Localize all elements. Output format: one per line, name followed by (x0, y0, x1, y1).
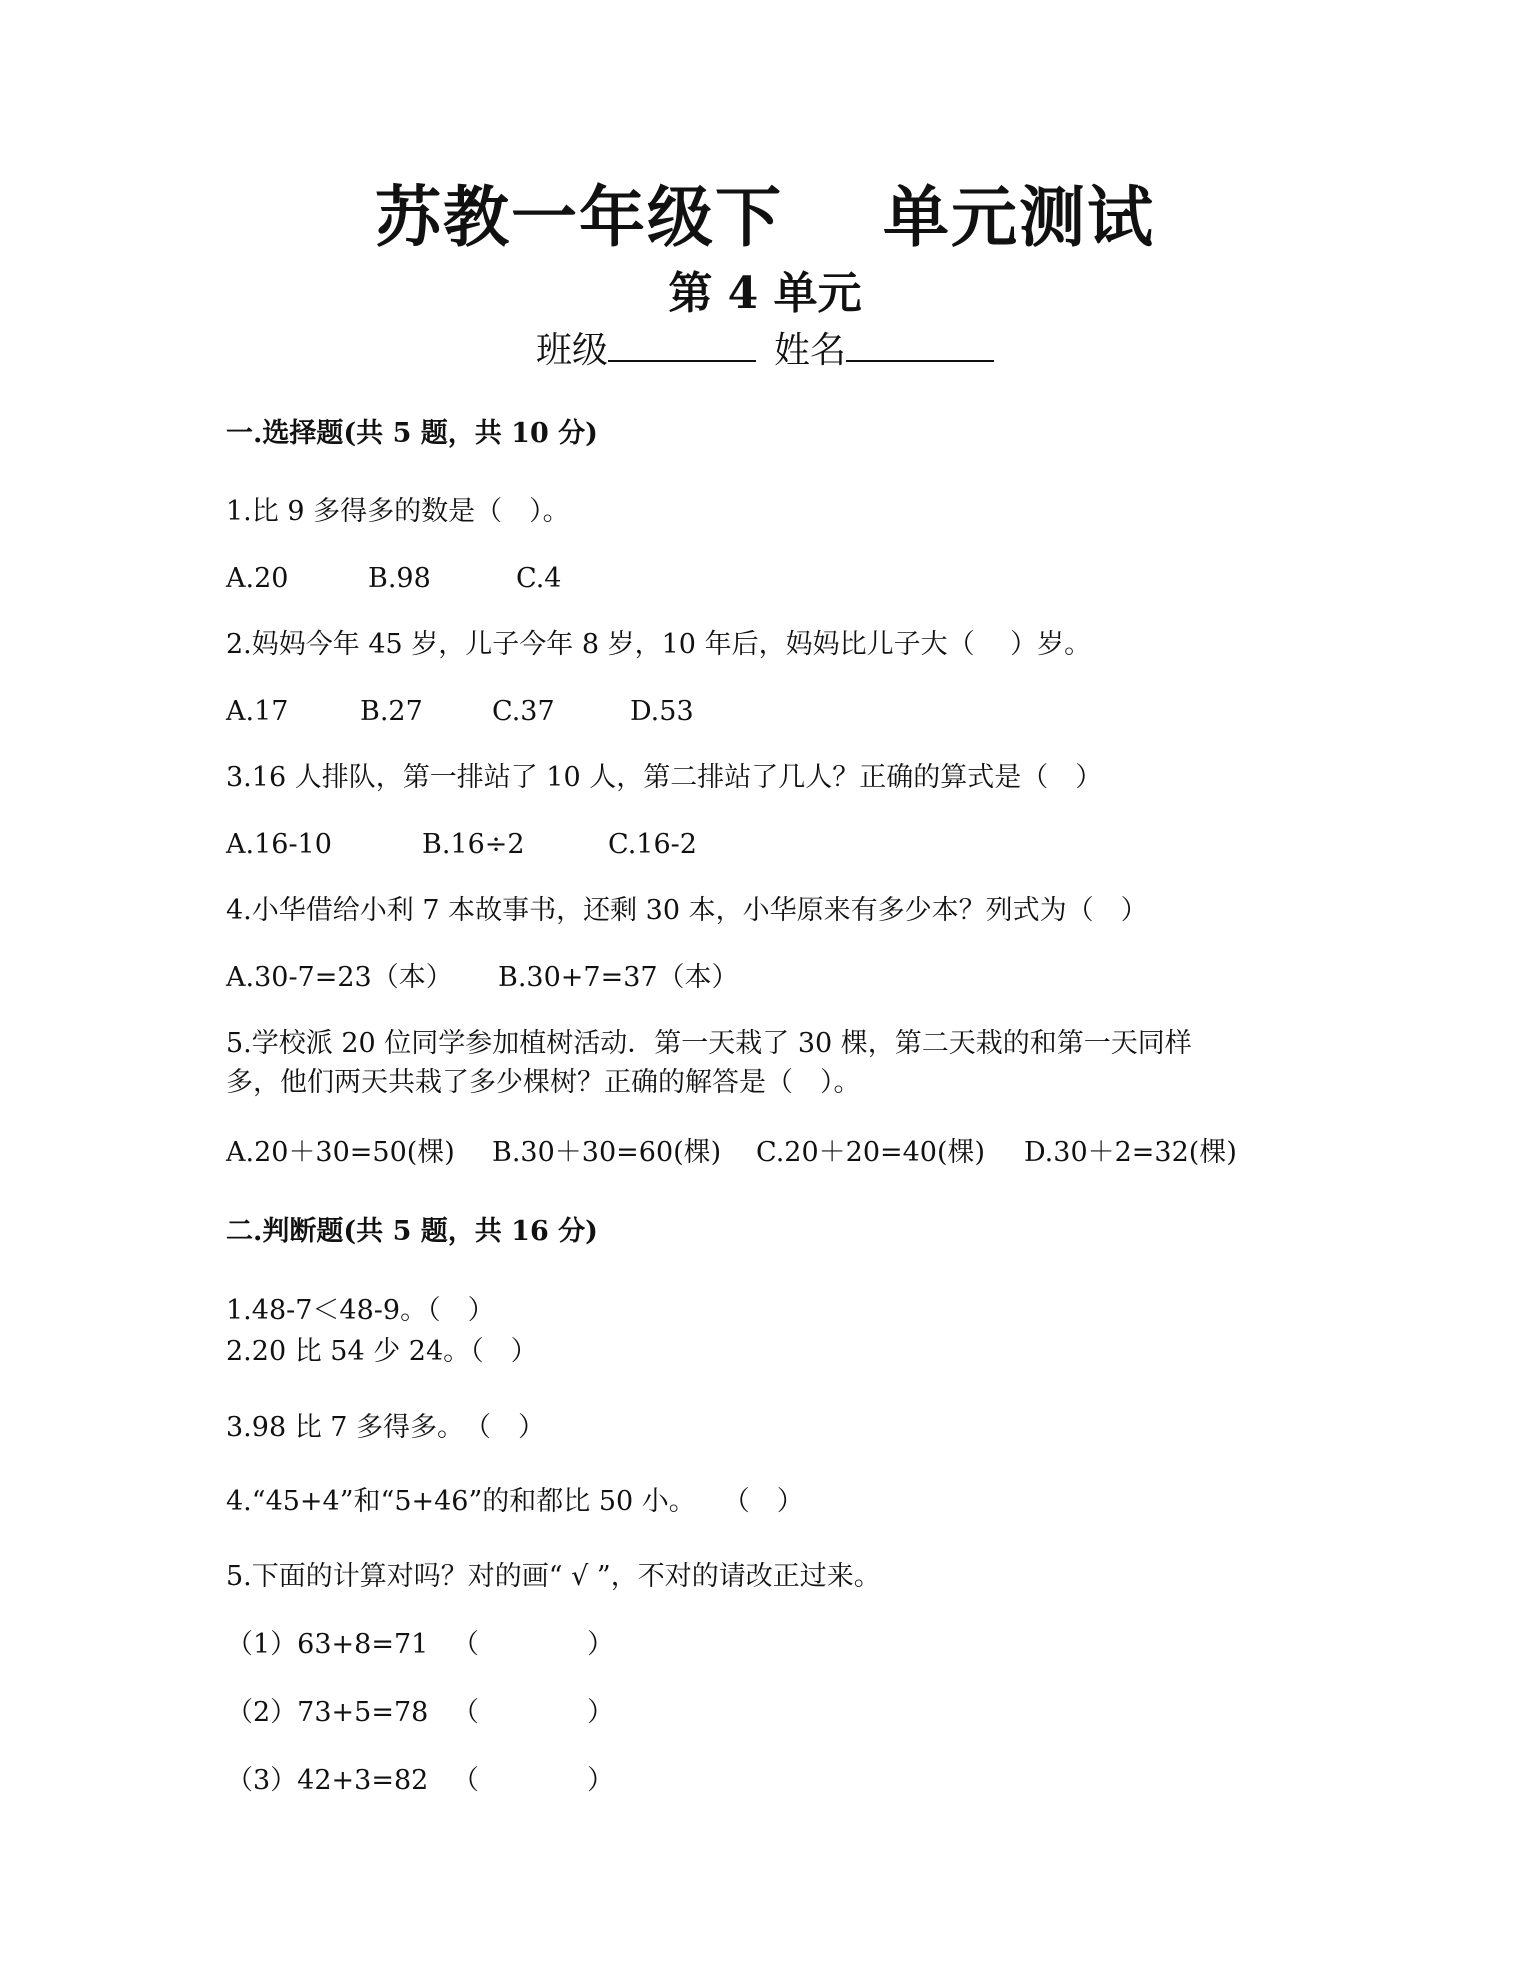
choice-q3-text: 3.16 人排队，第一排站了 10 人，第二排站了几人？正确的算式是（ ） (226, 762, 1103, 793)
judge-item-3-answer[interactable]: （ ） (452, 1765, 614, 1796)
judge-q4: 4.“45+4”和“5+46”的和都比 50 小。 （ ） (226, 1486, 804, 1517)
judge-item-2-label: （2）73+5=78 (226, 1697, 429, 1728)
name-label: 姓名 (774, 330, 847, 371)
judge-item-3 (226, 1762, 614, 1800)
class-name-line (0, 324, 1530, 375)
choice-q2-option-a[interactable]: A.17 (226, 696, 289, 727)
judge-item-1-answer[interactable]: （ ） (452, 1629, 614, 1660)
judge-item-1 (226, 1626, 614, 1664)
choice-q5-text-line1: 5.学校派 20 位同学参加植树活动．第一天栽了 30 棵，第二天栽的和第一天同样 (226, 1028, 1192, 1059)
choice-q2-option-b[interactable]: B.27 (360, 696, 423, 727)
choice-q1-text: 1.比 9 多得多的数是（ ）。 (226, 496, 570, 527)
choice-q5-text-line2: 多，他们两天共栽了多少棵树？正确的解答是（ ）。 (226, 1067, 861, 1098)
choice-q5-option-b[interactable]: B.30＋30=60(棵) (492, 1137, 722, 1168)
class-blank[interactable] (608, 324, 756, 362)
choice-q3-option-c[interactable]: C.16-2 (608, 829, 697, 860)
choice-q5-option-d[interactable]: D.30＋2=32(棵) (1024, 1137, 1237, 1168)
class-label: 班级 (535, 330, 608, 371)
worksheet-title (0, 178, 1530, 258)
judge-item-1-label: （1）63+8=71 (226, 1629, 429, 1660)
judge-item-3-label: （3）42+3=82 (226, 1765, 429, 1796)
judge-q1: 1.48-7＜48-9。（ ） (226, 1295, 495, 1326)
choice-q2-text: 2.妈妈今年 45 岁，儿子今年 8 岁，10 年后，妈妈比儿子大（ ）岁。 (226, 629, 1092, 660)
name-blank[interactable] (846, 324, 994, 362)
choice-q2-option-c[interactable]: C.37 (492, 696, 555, 727)
choice-q4-option-a[interactable]: A.30-7=23（本） (226, 962, 453, 993)
judge-q2: 2.20 比 54 少 24。（ ） (226, 1336, 538, 1367)
section-judge-title: 二.判断题(共 5 题，共 16 分) (226, 1216, 598, 1247)
judge-item-2-answer[interactable]: （ ） (452, 1697, 614, 1728)
judge-q5: 5.下面的计算对吗？对的画“ √ ”，不对的请改正过来。 (226, 1561, 881, 1592)
title-left: 苏教一年级下 (375, 179, 783, 256)
choice-q5-option-a[interactable]: A.20＋30=50(棵) (226, 1137, 455, 1168)
choice-q5-option-c[interactable]: C.20＋20=40(棵) (756, 1137, 986, 1168)
choice-q4-option-b[interactable]: B.30+7=37（本） (498, 962, 739, 993)
judge-item-2 (226, 1694, 614, 1732)
unit-title: 第 4 单元 (668, 268, 862, 319)
choice-q4-text: 4.小华借给小利 7 本故事书，还剩 30 本，小华原来有多少本？列式为（ ） (226, 895, 1148, 926)
choice-q1-option-a[interactable]: A.20 (226, 563, 289, 594)
choice-q2-option-d[interactable]: D.53 (630, 696, 694, 727)
title-right: 单元测试 (883, 179, 1155, 256)
section-choice-title: 一.选择题(共 5 题，共 10 分) (226, 418, 598, 449)
choice-q1-option-b[interactable]: B.98 (368, 563, 431, 594)
choice-q1-option-c[interactable]: C.4 (516, 563, 562, 594)
choice-q3-option-b[interactable]: B.16÷2 (422, 829, 525, 860)
judge-q3: 3.98 比 7 多得多。 （ ） (226, 1412, 546, 1443)
choice-q3-option-a[interactable]: A.16-10 (226, 829, 332, 860)
